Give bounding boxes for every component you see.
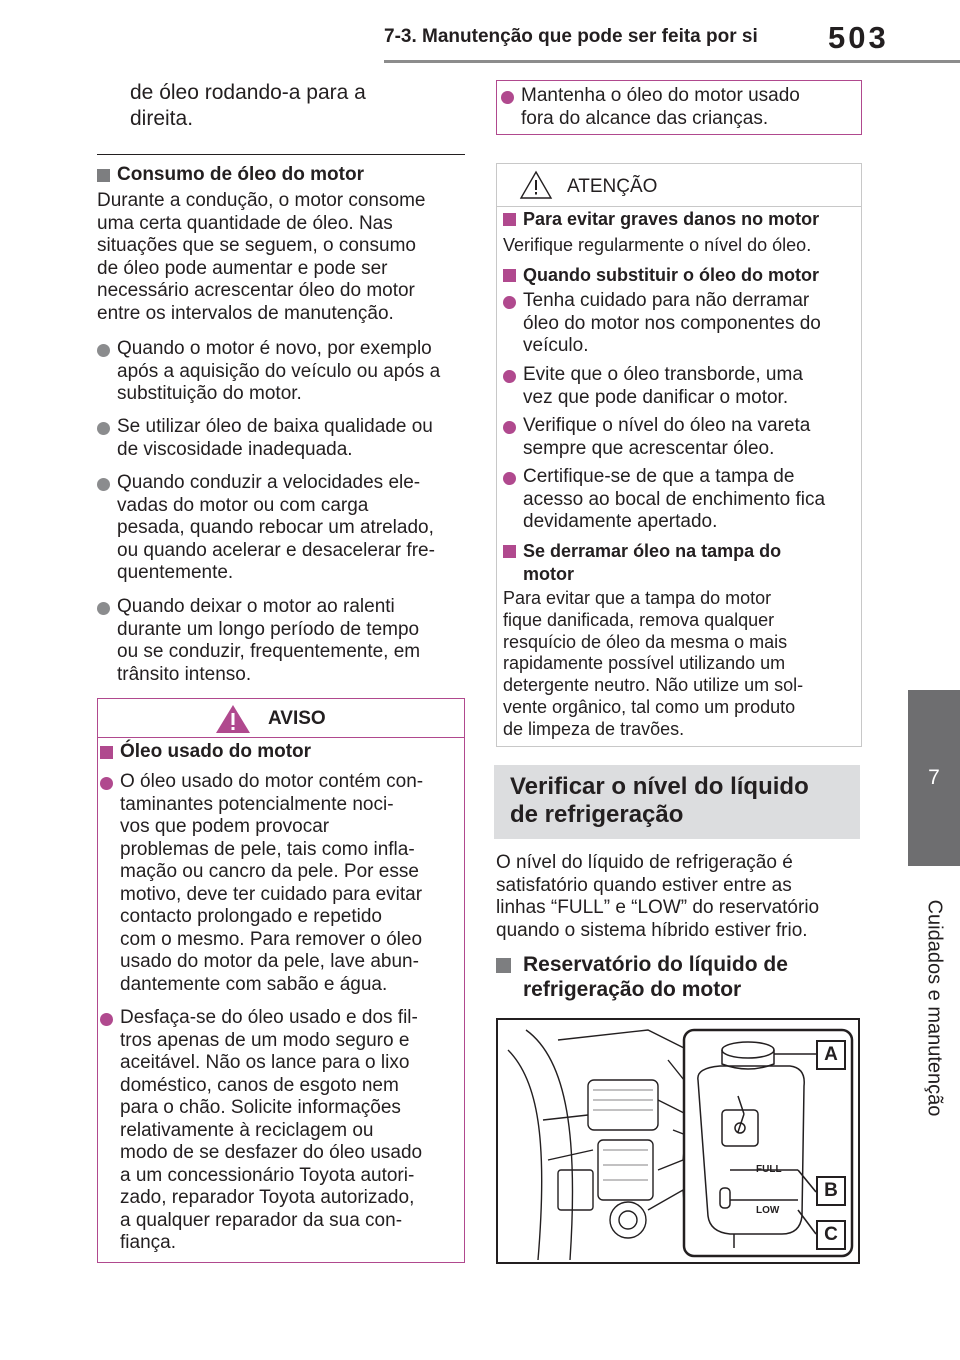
atencao-paragraph-3: Para evitar que a tampa do motor fique danificada, remova qualquer resquício de óleo da mesma o mais rapidamente possível utilizando um detergente neutro. Não utilize um sol- vente orgânico, tal como um produto de limpeza de travões. xyxy=(503,588,804,739)
section-heading: Verificar o nível do líquido de refrigeração xyxy=(494,765,860,839)
square-bullet-icon xyxy=(503,213,516,226)
atencao-header xyxy=(497,164,861,207)
list-item: Se utilizar óleo de baixa qualidade ou de viscosidade inadequada. xyxy=(97,416,433,461)
list-item: Evite que o óleo transborde, uma vez que pode danificar o motor. xyxy=(503,364,803,409)
bullet-icon xyxy=(503,370,516,383)
text-line: direita. xyxy=(130,107,194,130)
bullet-icon xyxy=(503,421,516,434)
list-item: Verifique o nível do óleo na vareta sempre que acrescentar óleo. xyxy=(503,415,810,460)
warning-outline-icon xyxy=(519,170,553,200)
bullet-icon xyxy=(97,478,110,491)
atencao-paragraph-1: Verifique regularmente o nível do óleo. xyxy=(503,235,812,255)
low-mark: LOW xyxy=(756,1205,780,1216)
divider xyxy=(97,154,465,155)
bullet-icon xyxy=(100,1013,113,1026)
section-title: 7-3. Manutenção que pode ser feita por si xyxy=(384,26,758,47)
page-number: 503 xyxy=(828,20,889,55)
text-line: Durante a condução, o motor consome xyxy=(97,190,426,211)
list-item: O óleo usado do motor contém con- taminantes potencialmente noci- vos que podem provocar problemas de pele, tais como infla- mação ou cancro da pele. Por esse motivo, deve ter cuidado para evitar contacto prolongado e repetido com o mesmo. Para remover o óleo usado do motor da pele, lave abun- dantemente com sabão e água. xyxy=(100,771,460,996)
atencao-heading-2: Quando substituir o óleo do motor xyxy=(503,264,819,287)
aviso-title: AVISO xyxy=(268,708,326,729)
full-mark: FULL xyxy=(756,1164,782,1175)
bullet-icon xyxy=(97,422,110,435)
square-bullet-icon xyxy=(97,169,110,182)
list-item: Tenha cuidado para não derramar óleo do motor nos componentes do veículo. xyxy=(503,290,821,358)
list-item: Quando deixar o motor ao ralenti durante um longo período de tempo ou se conduzir, frequentemente, em trânsito intenso. xyxy=(97,596,420,686)
atencao-heading-3: Se derramar óleo na tampa do motor xyxy=(503,540,781,585)
engine-illustration xyxy=(498,1020,858,1262)
consumo-intro xyxy=(97,190,425,325)
text-line: de óleo rodando-a para a xyxy=(130,81,366,104)
callout-a: A xyxy=(816,1040,846,1070)
aviso-header xyxy=(98,699,464,738)
atencao-title: ATENÇÃO xyxy=(567,176,658,197)
continued-aviso-box xyxy=(496,80,862,135)
text-line: uma certa quantidade de óleo. Nas xyxy=(97,212,393,234)
warning-icon xyxy=(215,704,251,734)
list-item: Quando conduzir a velocidades ele- vadas do motor ou com carga pesada, quando rebocar um atrelado, ou quando acelerar e desacelerar fre- quentemente. xyxy=(97,472,435,585)
consumo-heading: Consumo de óleo do motor xyxy=(97,164,364,187)
text-line: de óleo pode aumentar e pode ser xyxy=(97,257,388,279)
bullet-icon xyxy=(503,472,516,485)
bullet-icon xyxy=(97,344,110,357)
aviso-heading: Óleo usado do motor xyxy=(100,741,311,764)
atencao-heading-1: Para evitar graves danos no motor xyxy=(503,208,819,231)
chapter-label: Cuidados e manutenção xyxy=(923,899,946,1117)
square-bullet-icon xyxy=(100,746,113,759)
bullet-icon xyxy=(97,602,110,615)
chapter-tab: 7 xyxy=(908,690,960,866)
list-item: Mantenha o óleo do motor usado fora do alcance das crianças. xyxy=(501,85,800,130)
bullet-icon xyxy=(100,777,113,790)
text-line: necessário acrescentar óleo do motor xyxy=(97,280,415,301)
list-item: Quando o motor é novo, por exemplo após a aquisição do veículo ou após a substituição do motor. xyxy=(97,338,440,406)
text-line: entre os intervalos de manutenção. xyxy=(97,302,394,324)
callout-c: C xyxy=(816,1220,846,1250)
atencao-box xyxy=(496,163,862,747)
list-item: Certifique-se de que a tampa de acesso ao bocal de enchimento fica devidamente apertado. xyxy=(503,466,825,534)
square-bullet-icon xyxy=(503,269,516,282)
section-body: O nível do líquido de refrigeração é satisfatório quando estiver entre as linhas “FULL” e “LOW” do reservatório quando o sistema híbrido estiver frio. xyxy=(496,852,820,941)
subheading: Reservatório do líquido de refrigeração do motor xyxy=(496,952,788,1002)
callout-b: B xyxy=(816,1176,846,1206)
square-bullet-icon xyxy=(503,545,516,558)
bullet-icon xyxy=(501,91,514,104)
text-line: situações que se seguem, o consumo xyxy=(97,235,416,256)
coolant-reservoir-figure xyxy=(496,1018,860,1264)
bullet-icon xyxy=(503,296,516,309)
square-bullet-icon xyxy=(496,958,511,973)
aviso-box xyxy=(97,698,465,1263)
continuation-text xyxy=(130,80,366,132)
header-rule xyxy=(384,60,960,63)
list-item: Desfaça-se do óleo usado e dos fil- tros apenas de um modo seguro e aceitável. Não os lance para o lixo doméstico, canos de esgoto nem para o chão. Solicite informações relativamente à reciclagem ou modo de se desfazer do óleo usado a um concessionário Toyota autori- zado, reparador Toyota autorizado, a qualquer reparador da sua con- fiança. xyxy=(100,1007,460,1255)
